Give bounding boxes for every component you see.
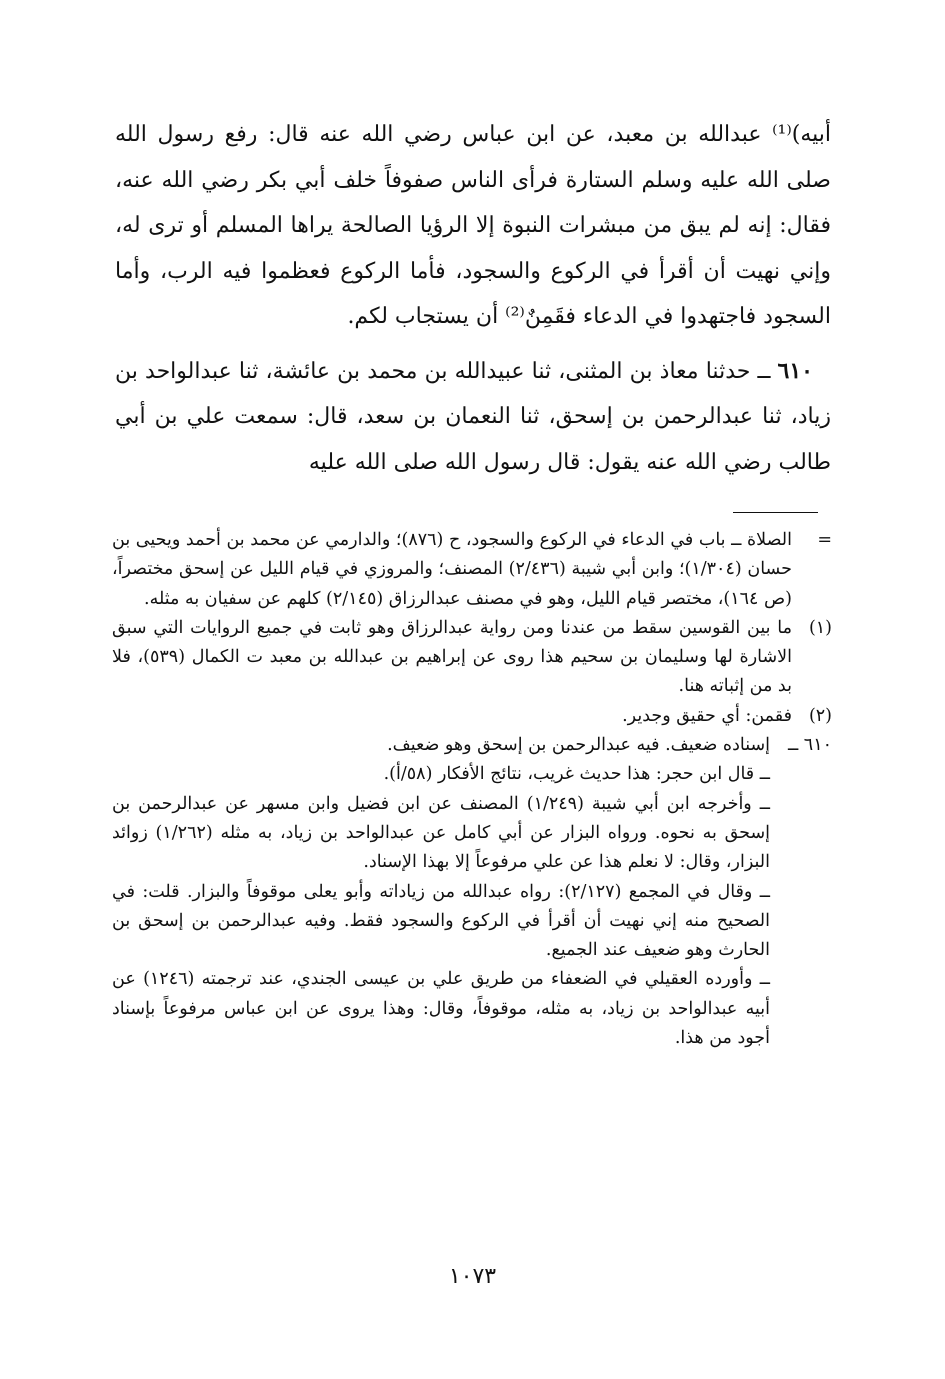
footnote-610-uqayli: ــ وأورده العقيلي في الضعفاء من طريق علي بن عيسى الجندي، عند ترجمته (١٢٤٦) عن أبيه عبدالواحد بن زياد، به مثله، موقوفاً، وقال: وهذا يروى عن ابن عباس مرفوعاً بإسناد أجود من هذا. [112, 969, 770, 1049]
footnote-610-text: إسناده ضعيف. فيه عبدالرحمن بن إسحق وهو ضعيف. [387, 735, 770, 756]
footnote-1-label: (١) [808, 617, 832, 638]
footnote-2-label: (٢) [808, 705, 832, 726]
footnotes [112, 526, 832, 1053]
footnote-1-text: ما بين القوسين سقط من عندنا ومن رواية عبدالرزاق وهو ثابت في جميع الروايات التي سبق الاشارة لها وسليمان بن سحيم هذا روى عن إبراهيم بن عبدالله بن معبد ت الكمال (٥٣٩)، فلا بد من إثباته هنا. [112, 617, 792, 697]
continuation-mark: = [817, 530, 832, 550]
page-number: ١٠٧٣ [448, 1264, 497, 1289]
footnote-610-ibn-abi-shaybah: ــ وأخرجه ابن أبي شيبة (١/٢٤٩) المصنف عن ابن فضيل وابن مسهر عن عبدالرحمن بن إسحق به نحوه. ورواه البزار عن أبي كامل عن عبدالواحد بن زياد، به مثله (١/٢٦٢) زوائد البزار، وقال: لا نعلم هذا عن علي مرفوعاً إلا بهذا الإسناد. [112, 793, 770, 873]
footnote-610-ibn-hajar: ــ قال ابن حجر: هذا حديث غريب، نتائج الأفكار (٥٨/أ). [383, 764, 770, 785]
footnote-610-label: ٦١٠ ــ [787, 735, 832, 756]
hadith-610 [115, 349, 831, 486]
footnote-separator [733, 512, 818, 513]
footnote-1 [112, 614, 832, 702]
footnote-610-majma: ــ وقال في المجمع (٢/١٢٧): رواه عبدالله من زياداته وأبو يعلى موقوفاً والبزار. قلت: في الصحيح منه إني نهيت أن أقرأ في الركوع والسجود فقط. وفيه عبدالرحمن بن إسحق بن الحارث وهو ضعيف عند الجميع. [112, 881, 771, 961]
footnote-continuation-text: الصلاة ــ باب في الدعاء في الركوع والسجود، ح (٨٧٦)؛ والدارمي عن محمد بن أحمد ويحيى بن حسان (١/٣٠٤)؛ وابن أبي شيبة (٢/٤٣٦) المصنف؛ والمروزي في قيام الليل عن إسحق مختصراً، (ص ١٦٤)، مختصر قيام الليل، وهو في مصنف عبدالرزاق (٢/١٤٥) كلهم عن سفيان به مثله. [112, 530, 792, 609]
footnote-610-details [112, 760, 832, 1053]
main-text [115, 112, 831, 485]
footnote-610 [112, 731, 832, 760]
footnote-2-text: فقمن: أي حقيق وجدير. [622, 705, 792, 726]
hadith-610-text: ــ حدثنا معاذ بن المثنى، ثنا عبيدالله بن محمد بن عائشة، ثنا عبدالواحد بن زياد، ثنا عبدالرحمن بن إسحق، ثنا النعمان بن سعد، قال: سمعت علي بن أبي طالب رضي الله عنه يقول: قال رسول الله صلى الله عليه [115, 358, 831, 475]
footnote-2 [112, 702, 832, 731]
hadith-continuation: أبيه)⁽¹⁾ عبدالله بن معبد، عن ابن عباس رضي الله عنه قال: رفع رسول الله صلى الله عليه وسلم الستارة فرأى الناس صفوفاً خلف أبي بكر رضي الله عنه، فقال: إنه لم يبق من مبشرات النبوة إلا الرؤيا الصالحة يراها المسلم أو ترى له، وإني نهيت أن أقرأ في الركوع والسجود، فأما الركوع فعظموا فيه الرب، وأما السجود فاجتهدوا في الدعاء فقَمِنٌ⁽²⁾ أن يستجاب لكم. [115, 122, 831, 329]
hadith-number: ٦١٠ [777, 357, 813, 384]
footnote-continuation [112, 526, 832, 614]
